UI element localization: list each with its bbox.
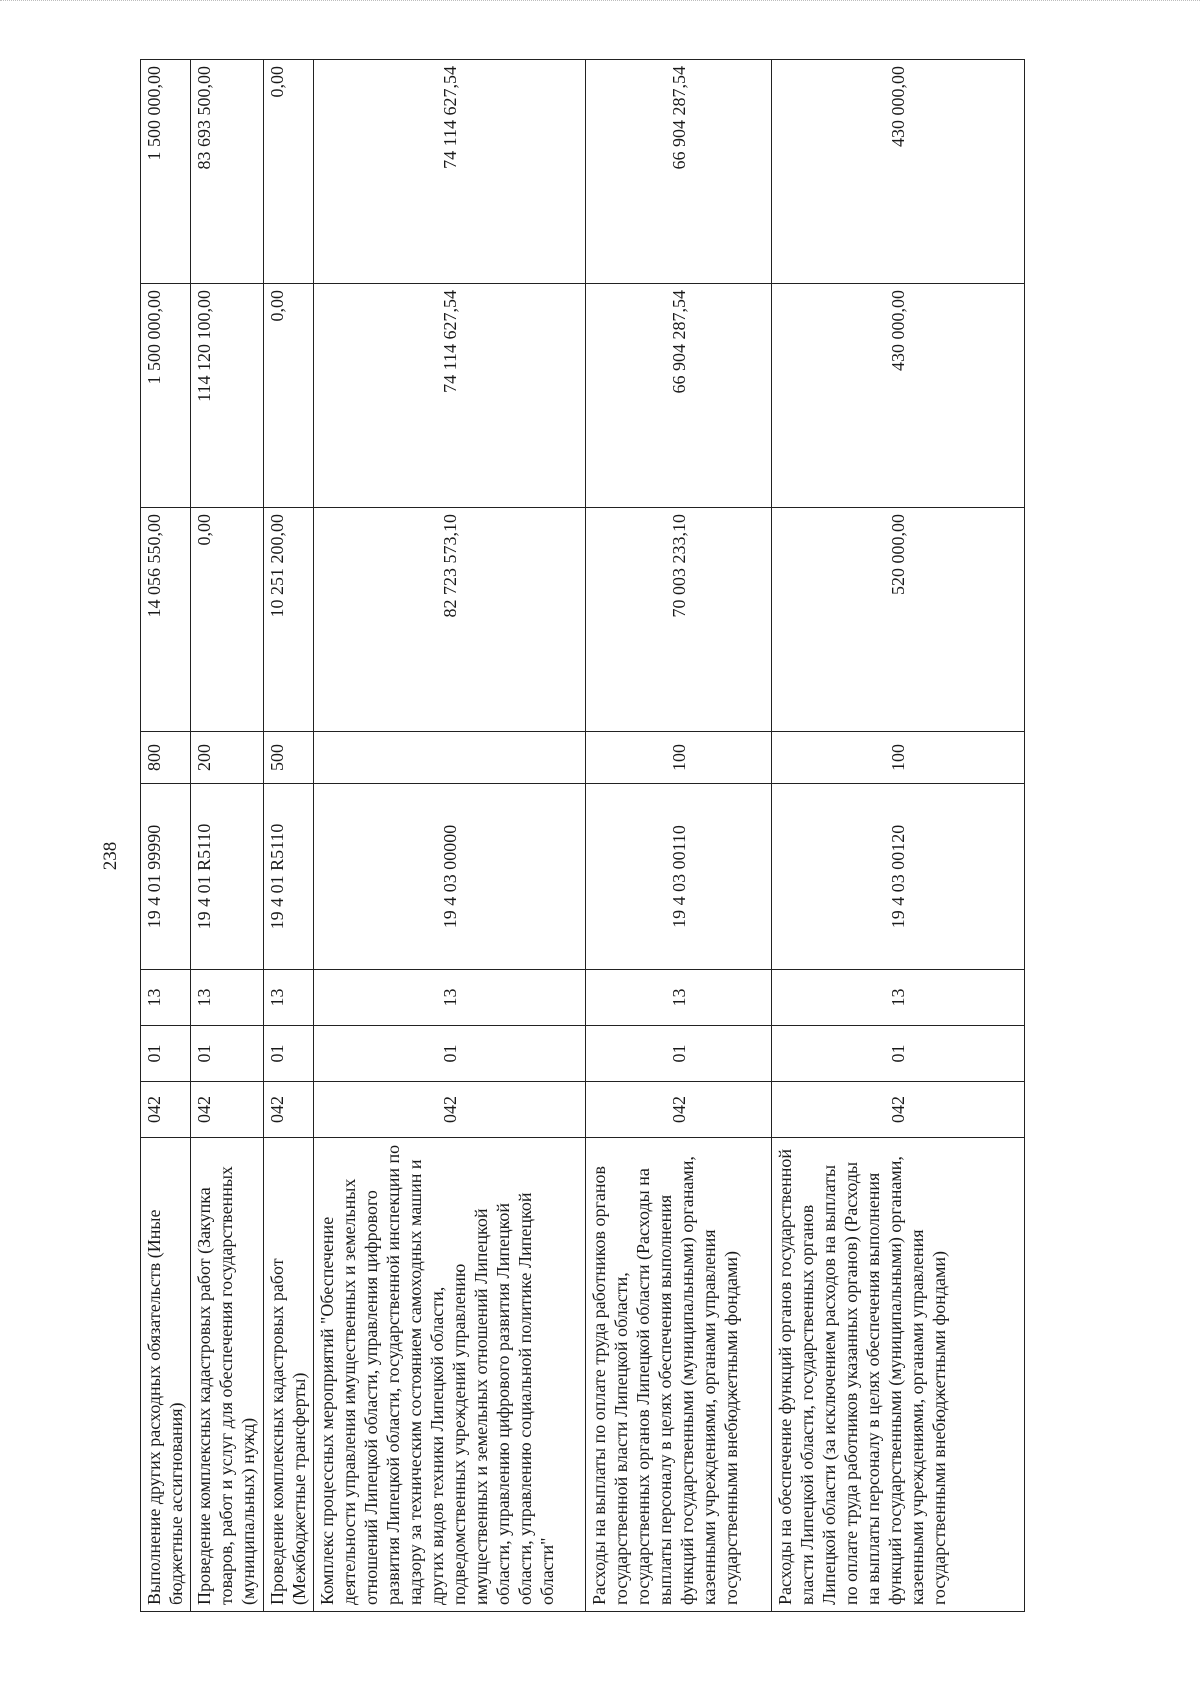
subsection-code: 13 bbox=[264, 970, 314, 1026]
subsection-code: 13 bbox=[586, 970, 772, 1026]
section-code: 01 bbox=[314, 1026, 586, 1082]
section-code: 01 bbox=[264, 1026, 314, 1082]
amount-year-2: 74 114 627,54 bbox=[314, 284, 586, 508]
amount-year-1: 70 003 233,10 bbox=[586, 508, 772, 732]
row-name: Проведение комплексных кадастровых работ (Закупка товаров, работ и услуг для обеспечения государственных (муниципальных) нужд) bbox=[191, 1138, 264, 1612]
target-article-code: 19 4 03 00000 bbox=[314, 784, 586, 970]
amount-year-2: 66 904 287,54 bbox=[586, 284, 772, 508]
grbs-code: 042 bbox=[264, 1082, 314, 1138]
subsection-code: 13 bbox=[772, 970, 1025, 1026]
grbs-code: 042 bbox=[586, 1082, 772, 1138]
target-article-code: 19 4 01 R5110 bbox=[264, 784, 314, 970]
amount-year-2: 114 120 100,00 bbox=[191, 284, 264, 508]
amount-year-2: 430 000,00 bbox=[772, 284, 1025, 508]
subsection-code: 13 bbox=[314, 970, 586, 1026]
section-code: 01 bbox=[772, 1026, 1025, 1082]
amount-year-2: 1 500 000,00 bbox=[141, 284, 191, 508]
amount-year-1: 82 723 573,10 bbox=[314, 508, 586, 732]
section-code: 01 bbox=[141, 1026, 191, 1082]
expense-type-code: 100 bbox=[772, 732, 1025, 784]
grbs-code: 042 bbox=[314, 1082, 586, 1138]
row-name: Комплекс процессных мероприятий "Обеспечение деятельности управления имущественных и земельных отношений Липецкой области, управления цифрового развития Липецкой области, государственной инспекции по надзору за техническим состоянием самоходных машин и других видов техники Липецкой области, подведомственных учреждений управлению имущественных и земельных отношений Липецкой области, управлению цифрового развития Липецкой области, управлению социальной политике Липецкой области" bbox=[314, 1138, 586, 1612]
subsection-code: 13 bbox=[141, 970, 191, 1026]
page-number: 238 bbox=[100, 841, 121, 871]
target-article-code: 19 4 03 00120 bbox=[772, 784, 1025, 970]
amount-year-1: 520 000,00 bbox=[772, 508, 1025, 732]
table-row bbox=[264, 60, 314, 1612]
amount-year-1: 10 251 200,00 bbox=[264, 508, 314, 732]
target-article-code: 19 4 03 00110 bbox=[586, 784, 772, 970]
expense-type-code: 100 bbox=[586, 732, 772, 784]
subsection-code: 13 bbox=[191, 970, 264, 1026]
grbs-code: 042 bbox=[191, 1082, 264, 1138]
amount-year-3: 1 500 000,00 bbox=[141, 60, 191, 284]
expense-type-code: 500 bbox=[264, 732, 314, 784]
amount-year-1: 14 056 550,00 bbox=[141, 508, 191, 732]
grbs-code: 042 bbox=[772, 1082, 1025, 1138]
table-row bbox=[141, 60, 191, 1612]
expense-type-code: 800 bbox=[141, 732, 191, 784]
amount-year-3: 74 114 627,54 bbox=[314, 60, 586, 284]
target-article-code: 19 4 01 99990 bbox=[141, 784, 191, 970]
amount-year-3: 66 904 287,54 bbox=[586, 60, 772, 284]
amount-year-3: 430 000,00 bbox=[772, 60, 1025, 284]
row-name: Расходы на обеспечение функций органов государственной власти Липецкой области, государственных органов Липецкой области (за исключением расходов на выплаты по оплате труда работников указанных органов) (Расходы на выплаты персоналу в целях обеспечения выполнения функций государственными (муниципальными) органами, казенными учреждениями, органами управления государственными внебюджетными фондами) bbox=[772, 1138, 1025, 1612]
section-code: 01 bbox=[191, 1026, 264, 1082]
row-name: Проведение комплексных кадастровых работ (Межбюджетные трансферты) bbox=[264, 1138, 314, 1612]
scan-edge bbox=[0, 0, 1200, 7]
target-article-code: 19 4 01 R5110 bbox=[191, 784, 264, 970]
table-row bbox=[191, 60, 264, 1612]
row-name: Расходы на выплаты по оплате труда работников органов государственной власти Липецкой области, государственных органов Липецкой области (Расходы на выплаты персоналу в целях обеспечения выполнения функций государственными (муниципальными) органами, казенными учреждениями, органами управления государственными внебюджетными фондами) bbox=[586, 1138, 772, 1612]
amount-year-2: 0,00 bbox=[264, 284, 314, 508]
budget-table bbox=[140, 59, 1025, 1612]
table-row bbox=[586, 60, 772, 1612]
grbs-code: 042 bbox=[141, 1082, 191, 1138]
budget-table-rotated bbox=[140, 60, 1024, 1612]
expense-type-code bbox=[314, 732, 586, 784]
row-name: Выполнение других расходных обязательств (Иные бюджетные ассигнования) bbox=[141, 1138, 191, 1612]
expense-type-code: 200 bbox=[191, 732, 264, 784]
amount-year-3: 0,00 bbox=[264, 60, 314, 284]
section-code: 01 bbox=[586, 1026, 772, 1082]
table-row bbox=[314, 60, 586, 1612]
table-row bbox=[772, 60, 1025, 1612]
amount-year-1: 0,00 bbox=[191, 508, 264, 732]
amount-year-3: 83 693 500,00 bbox=[191, 60, 264, 284]
